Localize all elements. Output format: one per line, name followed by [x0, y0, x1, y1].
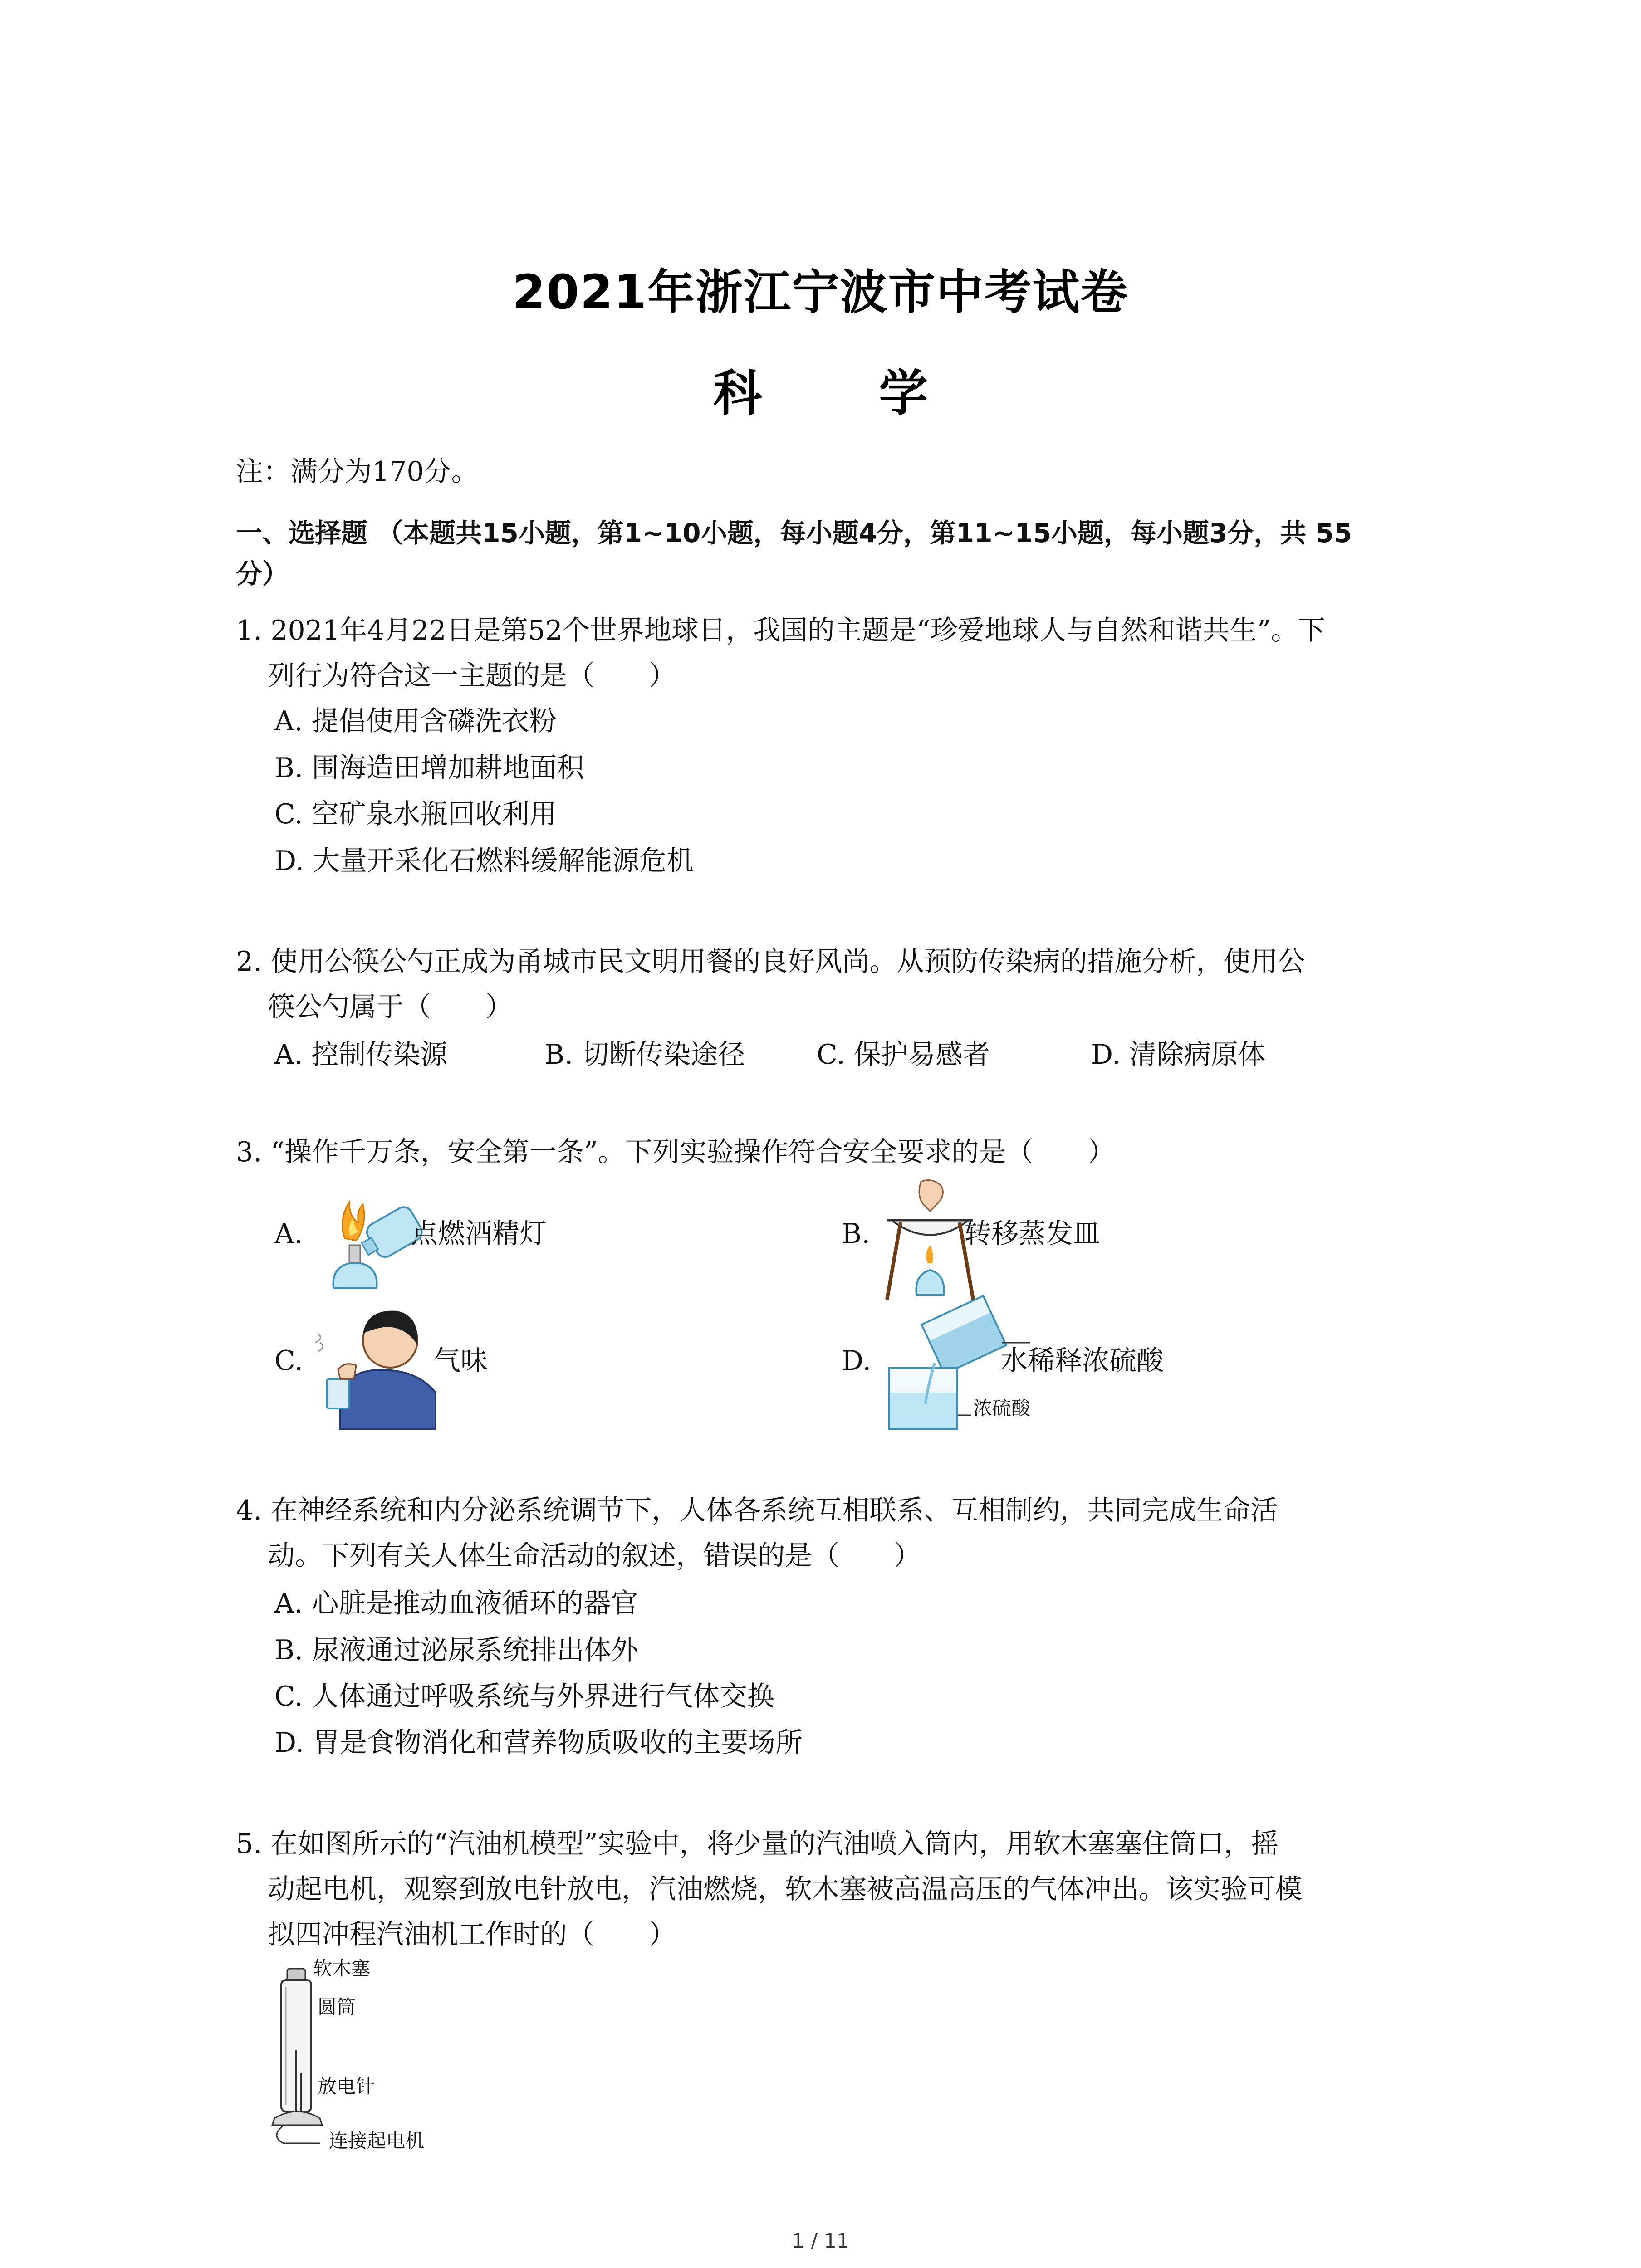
q3-option-b-label: 转移蒸发皿 — [964, 1218, 1100, 1250]
q2-stem-line1: 2. 使用公筷公勺正成为甬城市民文明用餐的良好风尚。从预防传染病的措施分析，使用公 — [236, 946, 1305, 978]
q2-option-c: C. 保护易感者 — [817, 1039, 990, 1070]
smelling-gas-person-icon — [313, 1302, 445, 1433]
q5-label-generator: 连接起电机 — [329, 2130, 425, 2152]
q3-option-c-letter: C. — [274, 1345, 303, 1377]
q2-option-d: D. 清除病原体 — [1091, 1039, 1266, 1070]
q3-option-d-label: 水稀释浓硫酸 — [1000, 1345, 1164, 1377]
page-number: 1 / 11 — [792, 2229, 849, 2253]
q5-stem-line2: 动起电机，观察到放电针放电，汽油燃烧，软木塞被高温高压的气体冲出。该实验可模 — [268, 1873, 1302, 1905]
q3-option-b-letter: B. — [842, 1218, 871, 1250]
q1-option-c: C. 空矿泉水瓶回收利用 — [274, 798, 557, 830]
q3-option-a-letter: A. — [274, 1218, 303, 1250]
q4-stem-line2: 动。下列有关人体生命活动的叙述，错误的是（ ） — [268, 1540, 921, 1572]
q1-option-b: B. 围海造田增加耕地面积 — [274, 752, 584, 784]
q2-option-a: A. 控制传染源 — [274, 1039, 448, 1070]
q3-option-d-sublabel: 浓硫酸 — [973, 1397, 1031, 1419]
q4-stem-line1: 4. 在神经系统和内分泌系统调节下，人体各系统互相联系、互相制约，共同完成生命活 — [236, 1495, 1278, 1526]
q4-option-d: D. 胃是食物消化和营养物质吸收的主要场所 — [274, 1727, 803, 1759]
q5-label-cylinder: 圆筒 — [318, 1996, 356, 2018]
q2-option-b: B. 切断传染途径 — [544, 1039, 745, 1070]
q5-stem-line3: 拟四冲程汽油机工作时的（ ） — [268, 1919, 676, 1950]
q1-option-d: D. 大量开采化石燃料缓解能源危机 — [274, 845, 694, 877]
section-heading-line1: 一、选择题 （本题共15小题，第1~10小题，每小题4分，第11~15小题，每小题3分，共 55 — [236, 518, 1352, 548]
q3-option-c-label: 气味 — [433, 1345, 488, 1377]
q4-option-c: C. 人体通过呼吸系统与外界进行气体交换 — [274, 1681, 774, 1712]
q1-stem-line2: 列行为符合这一主题的是（ ） — [268, 660, 676, 692]
q3-stem: 3. “操作千万条，安全第一条”。下列实验操作符合安全要求的是（ ） — [236, 1136, 1115, 1168]
section-heading-line2: 分） — [236, 558, 289, 589]
q4-option-b: B. 尿液通过泌尿系统排出体外 — [274, 1634, 639, 1666]
q1-option-a: A. 提倡使用含磷洗衣粉 — [274, 705, 557, 737]
q2-stem-line2: 筷公勺属于（ ） — [268, 991, 513, 1023]
exam-title: 2021年浙江宁波市中考试卷 — [512, 264, 1129, 320]
subject-title: 科 学 — [713, 365, 978, 422]
score-note: 注：满分为170分。 — [236, 456, 479, 488]
q3-option-a-label: 点燃酒精灯 — [411, 1218, 547, 1250]
alcohol-lamp-ignition-icon — [313, 1184, 426, 1302]
q4-option-a: A. 心脏是推动血液循环的器官 — [274, 1588, 638, 1619]
q3-option-d-letter: D. — [842, 1345, 872, 1377]
q5-stem-line1: 5. 在如图所示的“汽油机模型”实验中，将少量的汽油喷入筒内，用软木塞塞住筒口，摇 — [236, 1828, 1279, 1860]
q5-label-discharge-needle: 放电针 — [318, 2075, 375, 2097]
q5-label-cork: 软木塞 — [313, 1957, 371, 1980]
q1-stem-line1: 1. 2021年4月22日是第52个世界地球日，我国的主题是“珍爱地球人与自然和谐共生”。下 — [236, 615, 1326, 646]
